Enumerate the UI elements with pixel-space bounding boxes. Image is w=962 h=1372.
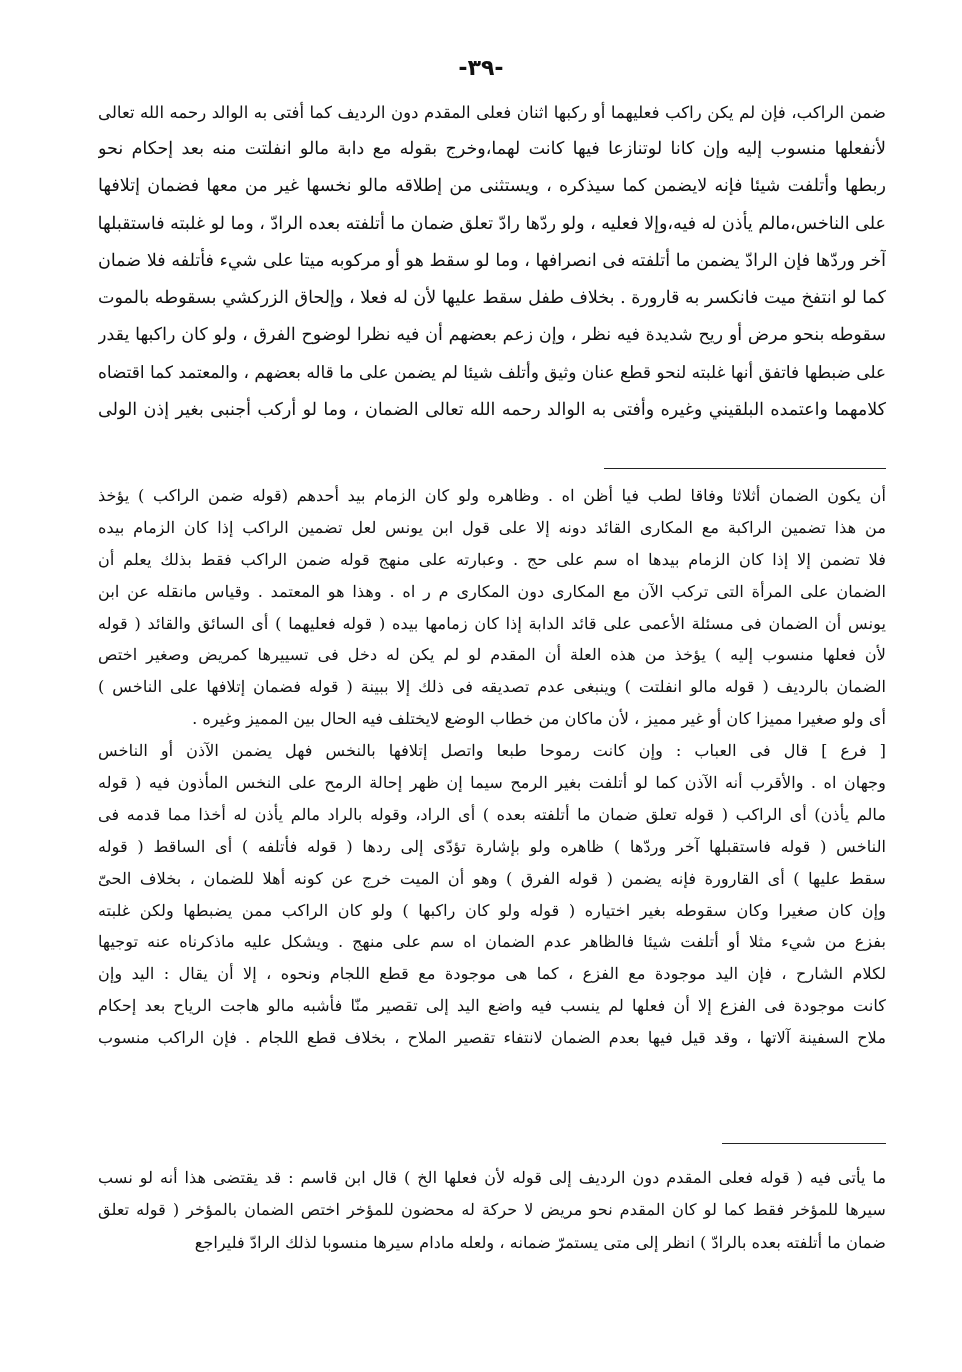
page-number: -٣٩- bbox=[458, 56, 504, 81]
footnote-line: أن يكون الضمان أثلاثا وفاقا لطب فيا أظن اه . وظاهره ولو كان الزمام بيد أحدهم (قوله ضمن الراكب ) يؤخذ bbox=[98, 486, 886, 505]
footnote-line: الضمان على المرأة التى تركب الآن مع المكارى دون المكارى م ر اه . وهذا هو المعتمد . وقياس مانقله عن ابن bbox=[98, 581, 886, 601]
footnote-line: الناخس ( قوله فاستقبلها آخر وردّها ) ظاهره ولو بإشارة تؤدّى إلى ردها ( قوله فأتلفه ) أى الساقط ( قوله bbox=[98, 836, 886, 856]
footnote-line: ملاح السفينة آلاتها ، وقد قيل فيها بعدم الضمان لانتفاء تقصير الملاح ، بخلاف قطع اللجام . فإن الراكب منسوب bbox=[98, 1028, 886, 1048]
main-line: كلامهما واعتمده البلقيني وغيره وأفتى به الوالد رحمه الله تعالى الضمان ، وما لو أركب أجنبى بغير إذن الولى bbox=[98, 399, 886, 420]
footnote-line: سقط عليها ) أى القارورة فإنه يضمن ( قوله الفرق ) وهو أن الميت خرج عن كونه أهلا للضمان ، بخلاف الحىّ bbox=[98, 868, 886, 888]
footnote-line: أى ولو صغيرا مميزا كان أو غير مميز ، لأن ماكان من خطاب الوضع لايختلف فيه الحال بين المميز وغيره . bbox=[192, 709, 886, 729]
footnote-divider bbox=[604, 468, 886, 469]
footnote-line: كانت موجودة فى الفزع إلا أن فعلها لم ينسب فيه واضع اليد إلى تقصير منّا فأشبه مالو هاجت الرياح بعد إحكام bbox=[98, 996, 886, 1016]
footnote-line: يونس أن الضمان فى مسئلة الأعمى على قائد الدابة إذا كان زمامها بيده ( قوله فعليهما ) أى السائق والقائد ( قوله bbox=[98, 613, 886, 633]
main-line: لأنفعلها منسوب إليه وإن كانا لوتنازعا فيها كانت لهما،وخرج بقوله مع دابة مالو انفلتت منه بعد إحكام نحو bbox=[98, 139, 886, 160]
footnote-line: الضمان بالرديف ( قوله مالو انفلتت ) وينبغى عدم تصديقه فى ذلك إلا ببينة ( قوله فضمان إتلافها على الناخس ) bbox=[98, 677, 886, 697]
footnote-line: وجهان اه . والأقرب أنه الآذن كما لو أتلفت بغير الرمح سيما إن ظهر إحالة الرمح على النخس المأذون فيه ( قوله bbox=[98, 773, 886, 793]
footnote-line: فلا تضمن إلا إذا كان الزمام بيدها اه سم على حج . وعبارته على منهج قوله ضمن الراكب فقط بذلك يعلم أن bbox=[98, 549, 886, 569]
footnote-line: [ فرع ] قال فى العباب : وإن كانت رموحا طبعا واتصل إتلافها بالنخس فهل يضمن الآذن أو الناخس bbox=[98, 741, 886, 761]
footnote-line: سيرها للمؤخر فقط كما لو كان المقدم نحو مريض لا حركة له محضون للمؤخر اختص الضمان بالمؤخر ( قوله تعلق bbox=[98, 1200, 886, 1220]
footnote-line: مالم يأذن) أى الراكب ( قوله تعلق ضمان ما أتلفته بعده ) أى الراد، وقوله بالراد مالم يأذن له أخذا مما قدمه فى bbox=[98, 804, 886, 824]
main-line: ضمن الراكب، فإن لم يكن راكب فعليهما أو ركبها اثنان فعلى المقدم دون الرديف كما أفتى به الوالد رحمه الله تعالى bbox=[98, 103, 886, 122]
main-line: ربطها وأتلفت شيئا فإنه لايضمن كما سيذكره ، ويستثنى من إطلاقه مالو نخسها غير من معها فضمان إتلافها bbox=[98, 176, 886, 197]
footnote-line: ما يأتى فيه ( قوله فعلى المقدم دون الرديف إلى قوله لأن فعلها الخ ) قال ابن قاسم : قد يقتضى هذا أنه لو نسب bbox=[98, 1168, 886, 1187]
footnote-line: من هذا تضمين الراكبة مع المكارى القائد دونه إلا على قول ابن يونس لعل تضمين الراكب إذا كان الزمام بيده bbox=[98, 517, 886, 537]
main-line: على الناخس،مالم يأذن له فيه،وإلا فعليه ، ولو ردّها رادّ تعلق ضمان ما أتلفته بعده الرادّ ، وما لو غلبته فاستقبلها bbox=[98, 213, 886, 234]
footnote-line: لكلام الشارح ، فإن اليد موجودة مع الفزع ، كما هى موجودة مع قطع اللجام ونحوه ، إلا أن يقال : اليد وإن bbox=[98, 964, 886, 984]
main-line: سقوطه بنحو مرض أو ريح شديدة فيه نظر ، وإن زعم بعضهم أن فيه نظرا لوضوح الفرق ، ولو كان راكبها يقدر bbox=[98, 325, 886, 346]
main-line: على ضبطها فاتفق أنها غلبته لنحو قطع عنان وثيق وأتلف شيئا لم يضمن على ما قاله بعضهم ، والمعتمد كما اقتضاه bbox=[98, 362, 886, 383]
main-text bbox=[98, 94, 886, 429]
footnote-divider bbox=[722, 1143, 886, 1144]
footnote-line: وإن كان صغيرا وكان سقوطه بغير اختياره ( قوله ولو كان راكبها ) ولو كان الراكب ممن يضبطها ولكن غلبته bbox=[98, 900, 886, 920]
footnote-line: ضمان ما أتلفته بعده بالرادّ ) انظر إلى متى يستمرّ ضمانه ، ولعله مادام سيرها منسوبا لذلك الرادّ فليراجع bbox=[194, 1232, 886, 1252]
footnotes-gloss bbox=[98, 1162, 886, 1259]
footnote-line: لأن فعلها منسوب إليه ) يؤخذ من هذه العلة أن المقدم لو لم يكن له دخل فى تسييرها كمريض وصغير اختص bbox=[98, 645, 886, 665]
main-line: كما لو انتفخ ميت فانكسر به قارورة . بخلاف طفل سقط عليها لأن له فعلا ، وإلحاق الزركشي بسقوطه بالموت bbox=[98, 287, 886, 308]
main-line: آخر وردّها فإن الرادّ يضمن ما أتلفته فى انصرافها ، وما لو سقط هو أو مركوبه ميتا على شيء فأتلفه فلا ضمان bbox=[98, 250, 886, 271]
footnotes-commentary bbox=[98, 480, 886, 1054]
footnote-line: بفزع من شيء مثلا أو أتلفت شيئا فالظاهر عدم الضمان اه سم على منهج . ويشكل عليه ماذكرناه عنه توجيها bbox=[98, 932, 886, 952]
